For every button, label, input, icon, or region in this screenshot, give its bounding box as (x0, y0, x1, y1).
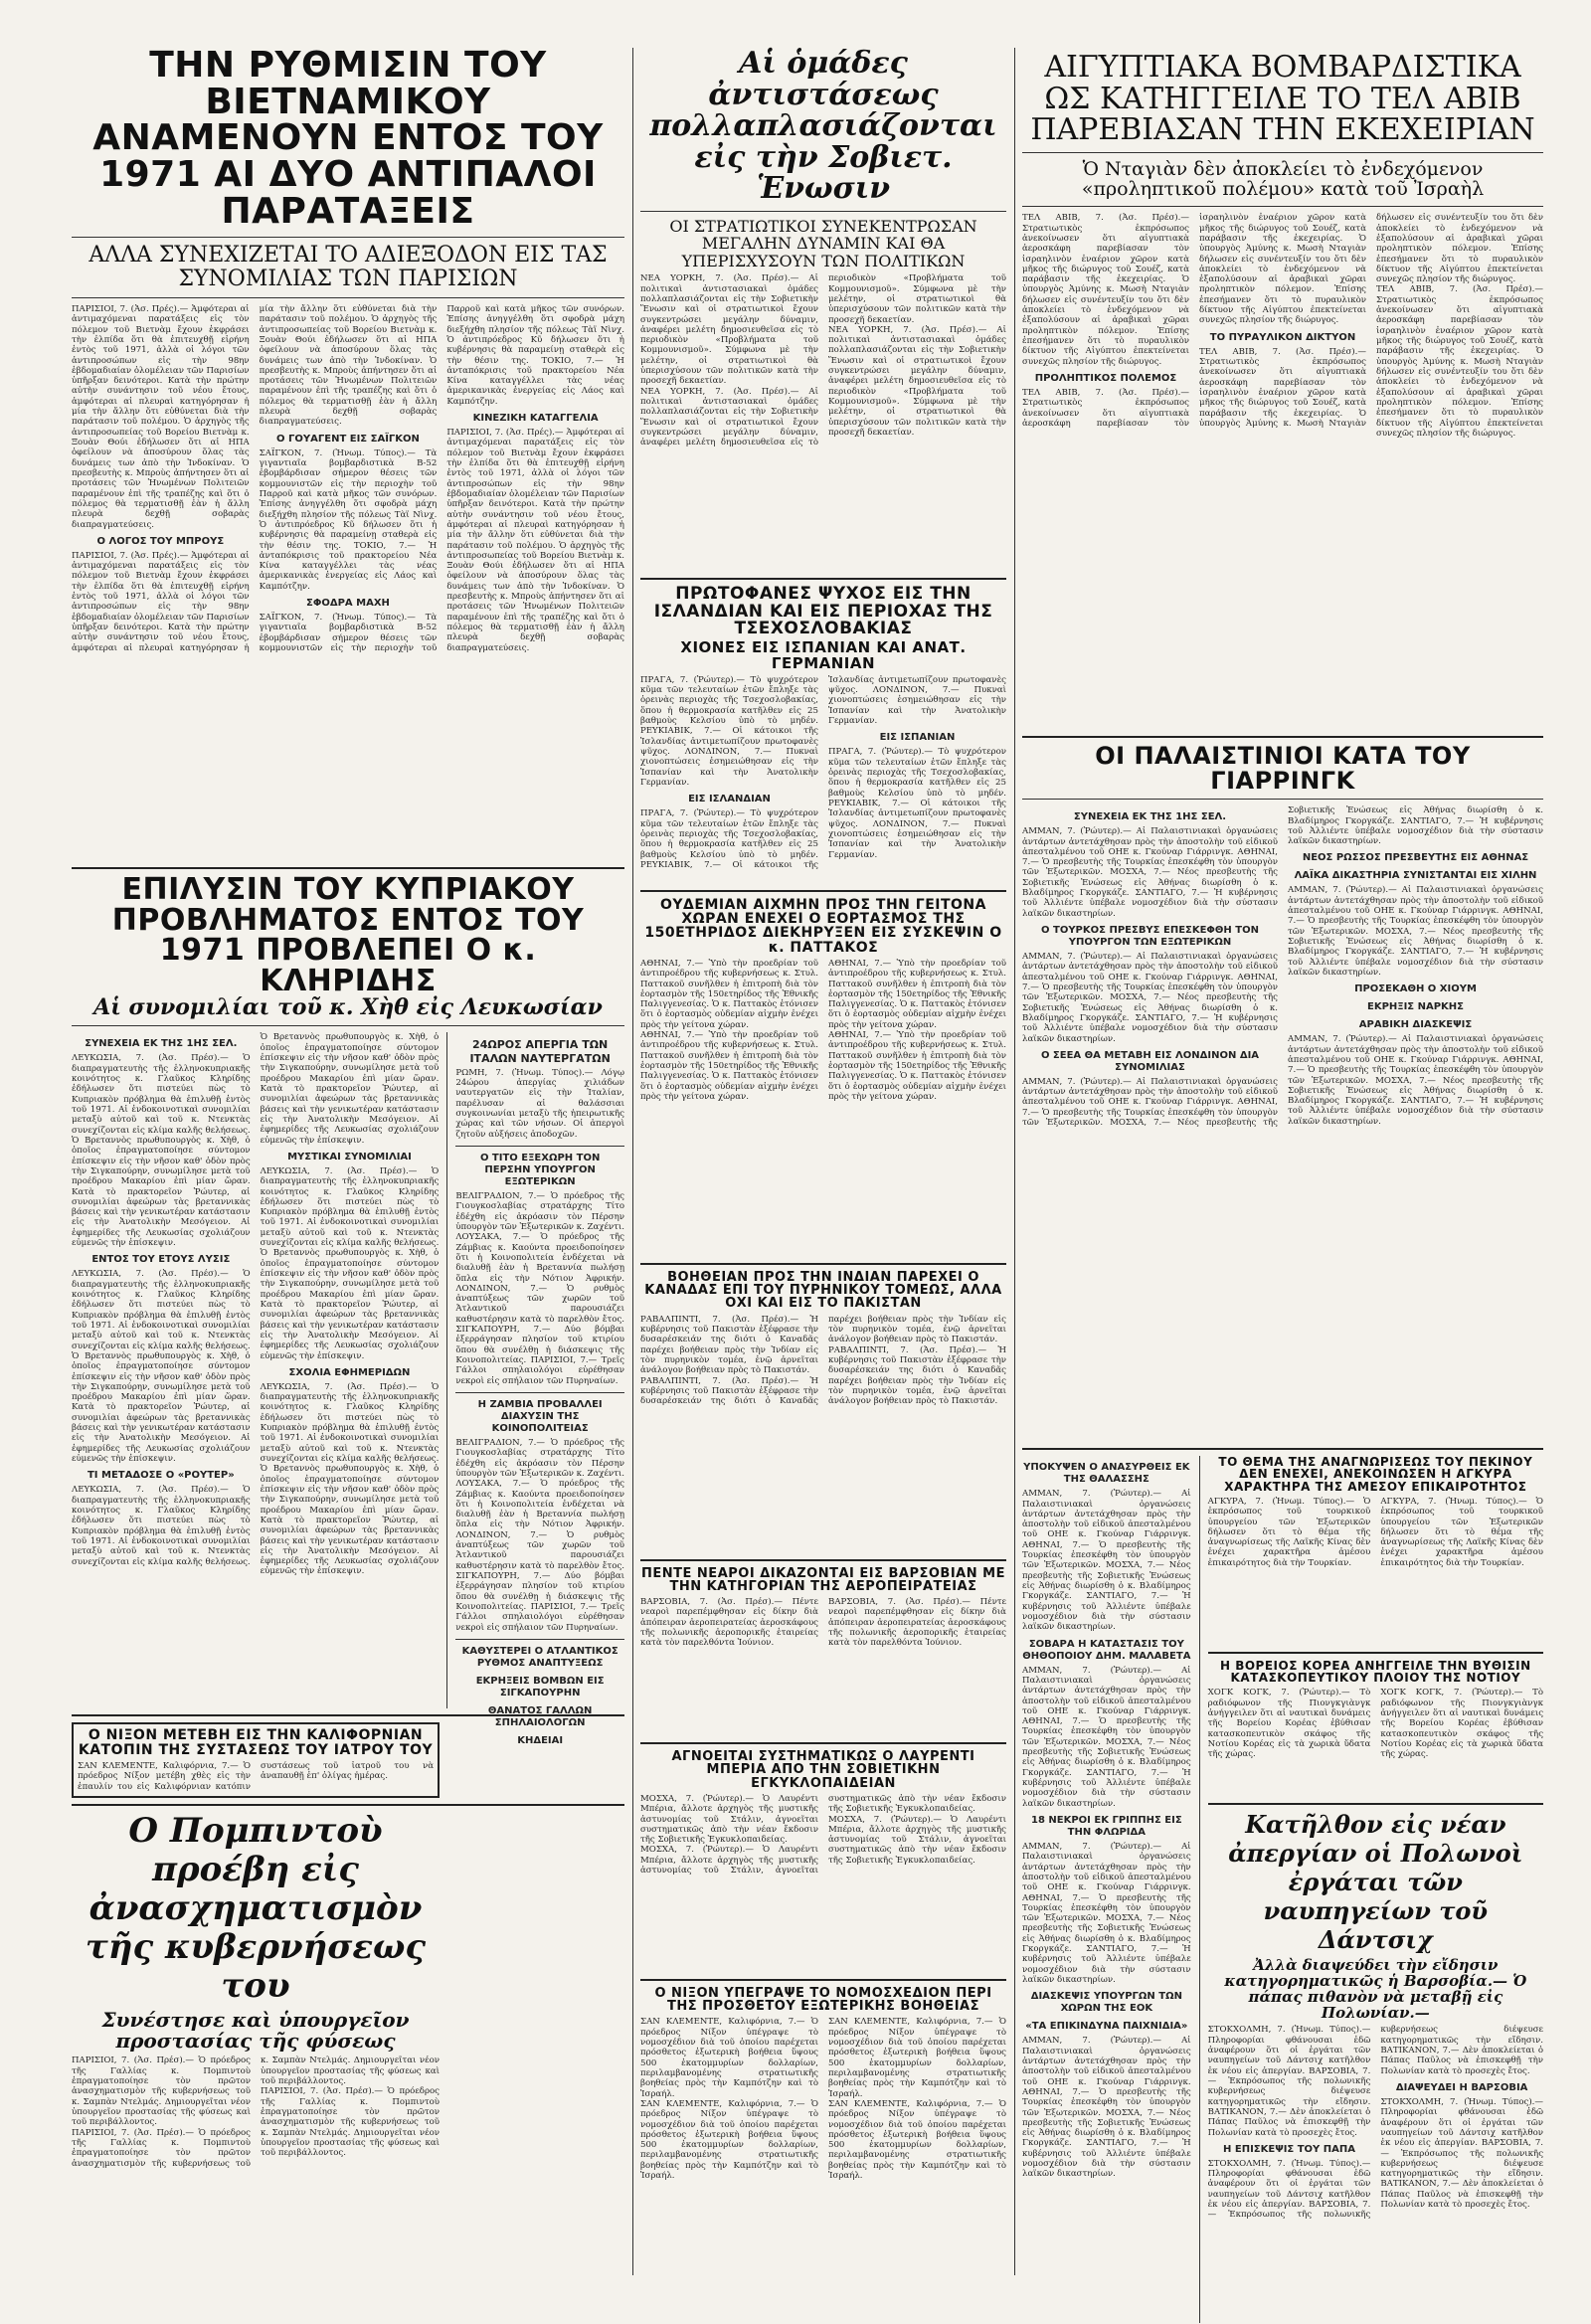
foreign-aid-headline: Ο ΝΙΞΟΝ ΥΠΕΓΡΑΨΕ ΤΟ ΝΟΜΟΣΧΕΔΙΟΝ ΠΕΡΙ ΤΗΣ ΠΡΟΣΘΕΤΟΥ ΕΞΩΤΕΡΙΚΗΣ ΒΟΗΘΕΙΑΣ (654, 1985, 992, 2015)
center-column (640, 48, 1006, 2315)
gdansk-article (1208, 2025, 1543, 2323)
kicker-mine-explosion: ΕΚΡΗΞΙΣ ΝΑΡΚΗΣ (1366, 1001, 1465, 1013)
kicker-actor: ΣΟΒΑΡΑ Η ΚΑΤΑΣΤΑΣΙΣ ΤΟΥ ΘΗΘΟΠΟΙΟΥ ΔΗΜ. ΜΑΛΑΒΕΤΑ (1022, 1638, 1191, 1662)
anniversary-text-3: ΑΘΗΝΑΙ, 7.— Ὑπὸ τὴν προεδρίαν τοῦ ἀντιπροέδρου τῆς κυβερνήσεως κ. Στυλ. Παττακοῦ συνῆλθεν ἡ ἐπιτροπὴ διὰ τὸν ἑορτασμὸν τῆς 150ετηρίδος τῆς Ἐθνικῆς Παλιγγενεσίας. Ὁ κ. Παττακὸς ἐτόνισεν ὅτι ὁ ἑορτασμὸς οὐδεμίαν αἰχμὴν ἐνέχει πρὸς τὴν γείτονα χώραν. (828, 958, 1006, 1030)
egypt-subhead: Ὁ Νταγιὰν δὲν ἀποκλείει τὸ ἐνδεχόμενον «προληπτικοῦ πολέμου» κατὰ τοῦ Ἰσραὴλ (1081, 157, 1485, 201)
kicker-battle: ΣΦΟΔΡΑ ΜΑΧΗ (306, 598, 390, 610)
pompidou-section (72, 1812, 440, 2225)
vietnam-headline: ΤΗΝ ΡΥΘΜΙΣΙΝ ΤΟΥ ΒΙΕΤΝΑΜΙΚΟΥ ΑΝΑΜΕΝΟΥΝ ΕΝΤΟΣ ΤΟΥ 1971 ΑΙ ΔΥΟ ΑΝΤΙΠΑΛΟΙ ΠΑΡΑΤΑΞΕΙΣ (92, 45, 604, 232)
right-main-lower (1208, 1456, 1543, 2323)
nixon-california-box (72, 1722, 440, 1797)
peking-headline: ΤΟ ΘΕΜΑ ΤΗΣ ΑΝΑΓΝΩΡΙΣΕΩΣ ΤΟΥ ΠΕΚΙΝΟΥ ΔΕΝ ΕΝΕΧΕΙ, ΑΝΕΚΟΙΝΩΣΕΝ Η ΑΓΚΥΡΑ ΧΑΡΑΚΤΗΡΑ ΤΗΣ ΑΜΕΣΟΥ ΕΠΙΚΑΙΡΟΤΗΤΟΣ (1218, 1455, 1533, 1494)
foreign-aid-article (640, 2017, 1006, 2315)
palestinians-text-5: ΑΜΜΑΝ, 7. (Ῥώυτερ).— Αἱ Παλαιστινιακαὶ ὀργανώσεις ἀντάρτων ἀντετάχθησαν πρὸς τὴν ἀποστολὴν τοῦ εἰδικοῦ ἀπεσταλμένου τοῦ ΟΗΕ κ. Γκούναρ Γιάρρινγκ. ΑΘΗΝΑΙ, 7.— Ὁ πρεσβευτὴς τῆς Τουρκίας ἐπεσκέφθη τὸν ὑπουργὸν τῶν Ἐξωτερικῶν. ΜΟΣΧΑ, 7.— Νέος πρεσβευτὴς τῆς Σοβιετικῆς Ἑνώσεως εἰς Ἀθήνας διωρίσθη ὁ κ. Βλαδίμηρος Γκοργκάζε. ΣΑΝΤΙΑΓΟ, 7.— Ἡ κυβέρνησις τοῦ Ἀλλιέντε ὑπέβαλε νομοσχέδιον διὰ τὴν σύστασιν λαϊκῶν δικαστηρίων. (1288, 1034, 1543, 1127)
cold-article (640, 675, 1006, 884)
kicker-within-year: ΕΝΤΟΣ ΤΟΥ ΕΤΟΥΣ ΛΥΣΙΣ (91, 1254, 231, 1266)
gdansk-text-3: ΣΤΟΚΧΟΛΜΗ, 7. (Ἡνωμ. Τύπος).— Πληροφορίαι φθάνουσαι ἐδῶ ἀναφέρουν ὅτι οἱ ἐργάται τῶν ναυπηγείων τοῦ Δάντσιχ κατῆλθον ἐκ νέου εἰς ἀπεργίαν. ΒΑΡΣΟΒΙΑ, 7.— Ἐκπρόσωπος τῆς πολωνικῆς κυβερνήσεως διέψευσε κατηγορηματικῶς τὴν εἴδησιν. ΒΑΤΙΚΑΝΟΝ, 7.— Δὲν ἀποκλείεται ὁ Πάπας Παῦλος νὰ ἐπισκεφθῇ τὴν Πολωνίαν κατὰ τὸ προσεχὲς ἔτος. (1380, 2096, 1544, 2211)
kicker-singapore-bombs: ΕΚΡΗΞΕΙΣ ΒΟΜΒΩΝ ΕΙΣ ΣΙΓΚΑΠΟΥΡΗΝ (475, 1675, 605, 1698)
right-column (1022, 48, 1543, 2323)
korea-text-2: ΧΟΓΚ ΚΟΓΚ, 7. (Ῥώυτερ).— Τὸ ραδιόφωνον τῆς Πιονγκγιὰνγκ ἀνήγγειλεν ὅτι αἱ ναυτικαὶ δυνάμεις τῆς Βορείου Κορέας ἐβύθισαν κατασκοπευτικὸν σκάφος τῆς Νοτίου Κορέας εἰς τὰ χωρικὰ ὕδατα τῆς χώρας. (1380, 1688, 1544, 1760)
kicker-new-ambassador: ΝΕΟΣ ΡΩΣΣΟΣ ΠΡΕΣΒΕΥΤΗΣ ΕΙΣ ΑΘΗΝΑΣ (1302, 852, 1529, 864)
beria-article (640, 1794, 1006, 1973)
palestinians-text-4: ΑΜΜΑΝ, 7. (Ῥώυτερ).— Αἱ Παλαιστινιακαὶ ὀργανώσεις ἀντάρτων ἀντετάχθησαν πρὸς τὴν ἀποστολὴν τοῦ εἰδικοῦ ἀπεσταλμένου τοῦ ΟΗΕ κ. Γκούναρ Γιάρρινγκ. ΑΘΗΝΑΙ, 7.— Ὁ πρεσβευτὴς τῆς Τουρκίας ἐπεσκέφθη τὸν ὑπουργὸν τῶν Ἐξωτερικῶν. ΜΟΣΧΑ, 7.— Νέος πρεσβευτὴς τῆς Σοβιετικῆς Ἑνώσεως εἰς Ἀθήνας διωρίσθη ὁ κ. Βλαδίμηρος Γκοργκάζε. ΣΑΝΤΙΑΓΟ, 7.— Ἡ κυβέρνησις τοῦ Ἀλλιέντε ὑπέβαλε νομοσχέδιον διὰ τὴν σύστασιν λαϊκῶν δικαστηρίων. (1288, 885, 1543, 978)
korea-headline: Η ΒΟΡΕΙΟΣ ΚΟΡΕΑ ΑΝΗΓΓΕΙΛΕ ΤΗΝ ΒΥΘΙΣΙΝ ΚΑΤΑΣΚΟΠΕΥΤΙΚΟΥ ΠΛΟΙΟΥ ΤΗΣ ΝΟΤΙΟΥ (1219, 1658, 1531, 1686)
palestinians-article (1022, 805, 1543, 1442)
palestinians-text-2: ΑΜΜΑΝ, 7. (Ῥώυτερ).— Αἱ Παλαιστινιακαὶ ὀργανώσεις ἀντάρτων ἀντετάχθησαν πρὸς τὴν ἀποστολὴν τοῦ εἰδικοῦ ἀπεσταλμένου τοῦ ΟΗΕ κ. Γκούναρ Γιάρρινγκ. ΑΘΗΝΑΙ, 7.— Ὁ πρεσβευτὴς τῆς Τουρκίας ἐπεσκέφθη τὸν ὑπουργὸν τῶν Ἐξωτερικῶν. ΜΟΣΧΑ, 7.— Νέος πρεσβευτὴς τῆς Σοβιετικῆς Ἑνώσεως εἰς Ἀθήνας διωρίσθη ὁ κ. Βλαδίμηρος Γκοργκάζε. ΣΑΝΤΙΑΓΟ, 7.— Ἡ κυβέρνησις τοῦ Ἀλλιέντε ὑπέβαλε νομοσχέδιον διὰ τὴν σύστασιν λαϊκῶν δικαστηρίων. (1022, 952, 1278, 1044)
peking-article (1208, 1497, 1543, 1646)
small-briefs-text-1: ΑΜΜΑΝ, 7. (Ῥώυτερ).— Αἱ Παλαιστινιακαὶ ὀργανώσεις ἀντάρτων ἀντετάχθησαν πρὸς τὴν ἀποστολὴν τοῦ εἰδικοῦ ἀπεσταλμένου τοῦ ΟΗΕ κ. Γκούναρ Γιάρρινγκ. ΑΘΗΝΑΙ, 7.— Ὁ πρεσβευτὴς τῆς Τουρκίας ἐπεσκέφθη τὸν ὑπουργὸν τῶν Ἐξωτερικῶν. ΜΟΣΧΑ, 7.— Νέος πρεσβευτὴς τῆς Σοβιετικῆς Ἑνώσεως εἰς Ἀθήνας διωρίσθη ὁ κ. Βλαδίμηρος Γκοργκάζε. ΣΑΝΤΙΑΓΟ, 7.— Ἡ κυβέρνησις τοῦ Ἀλλιέντε ὑπέβαλε νομοσχέδιον διὰ τὴν σύστασιν λαϊκῶν δικαστηρίων. (1022, 1489, 1191, 1633)
column-divider-1 (632, 48, 633, 2275)
soviet-headline: Αἱ ὁμάδες ἀντιστάσεως πολλαπλασιάζονται εἰς τὴν Σοβιετ. Ἑνωσιν (649, 46, 997, 206)
kicker-iceland: ΕΙΣ ΙΣΛΑΝΔΙΑΝ (688, 794, 771, 805)
cold-headline-2: ΧΙΟΝΕΣ ΕΙΣ ΙΣΠΑΝΙΑΝ ΚΑΙ ΑΝΑΤ. ΓΕΡΜΑΝΙΑΝ (680, 638, 967, 672)
kicker-chile-courts: ΛΑΪΚΑ ΔΙΚΑΣΤΗΡΙΑ ΣΥΝΙΣΤΑΝΤΑΙ ΕΙΣ ΧΙΛΗΝ (1294, 870, 1537, 882)
kicker-warsaw-denies: ΔΙΑΨΕΥΔΕΙ Η ΒΑΡΣΟΒΙΑ (1395, 2081, 1528, 2093)
egypt-text-4: ΤΕΛ ΑΒΙΒ, 7. (Ἀσ. Πρέσ).— Στρατιωτικὸς ἐκπρόσωπος ἀνεκοίνωσεν ὅτι αἰγυπτιακὰ ἀεροσκάφη παρεβίασαν τὸν ἰσραηλινὸν ἐναέριον χῶρον κατὰ μῆκος τῆς διώρυγος τοῦ Σουέζ, κατὰ παράβασιν τῆς ἐκεχειρίας. Ὁ ὑπουργὸς Ἀμύνης κ. Μωσὴ Νταγιὰν δήλωσεν εἰς συνέντευξίν του ὅτι δὲν ἀποκλείει τὸ ἐνδεχόμενον νὰ ἐξαπολύσουν αἱ ἀραβικαὶ χῶραι προληπτικὸν πόλεμον. Ἐπίσης ἐπεσήμανεν ὅτι τὸ πυραυλικὸν δίκτυον τῆς Αἰγύπτου ἐπεκτείνεται συνεχῶς πλησίον τῆς διώρυγος. (1376, 284, 1543, 439)
kicker-spain: ΕΙΣ ΙΣΠΑΝΙΑΝ (879, 732, 956, 744)
briefs-text-2: ΒΕΛΙΓΡΑΔΙΟΝ, 7.— Ὁ πρόεδρος τῆς Γιουγκοσλαβίας στρατάρχης Τίτο ἐδέχθη εἰς ἀκρόασιν τὸν Πέρσην ὑπουργὸν τῶν Ἐξωτερικῶν κ. Ζαχέντι. ΛΟΥΣΑΚΑ, 7.— Ὁ πρόεδρος τῆς Ζάμβιας κ. Καούντα προειδοποίησεν ὅτι ἡ Κοινοπολιτεία ἐνδέχεται νὰ διαλυθῇ ἐὰν ἡ Βρεταννία πωλήσῃ ὅπλα εἰς τὴν Νότιον Ἀφρικήν. ΛΟΝΔΙΝΟΝ, 7.— Ὁ ρυθμὸς ἀναπτύξεως τῶν χωρῶν τοῦ Ἀτλαντικοῦ παρουσιάζει καθυστέρησιν κατὰ τὸ παρελθὸν ἔτος. ΣΙΓΚΑΠΟΥΡΗ, 7.— Δύο βόμβαι ἐξερράγησαν πλησίον τοῦ κτιρίου ὅπου θὰ συνέλθῃ ἡ διάσκεψις τῆς Κοινοπολιτείας. ΠΑΡΙΣΙΟΙ, 7.— Τρεῖς Γάλλοι σπηλαιολόγοι εὑρέθησαν νεκροὶ εἰς σπήλαιον τῶν Πυρηναίων. (455, 1437, 625, 1633)
palestinians-text-1: ΑΜΜΑΝ, 7. (Ῥώυτερ).— Αἱ Παλαιστινιακαὶ ὀργανώσεις ἀντάρτων ἀντετάχθησαν πρὸς τὴν ἀποστολὴν τοῦ εἰδικοῦ ἀπεσταλμένου τοῦ ΟΗΕ κ. Γκούναρ Γιάρρινγκ. ΑΘΗΝΑΙ, 7.— Ὁ πρεσβευτὴς τῆς Τουρκίας ἐπεσκέφθη τὸν ὑπουργὸν τῶν Ἐξωτερικῶν. ΜΟΣΧΑ, 7.— Νέος πρεσβευτὴς τῆς Σοβιετικῆς Ἑνώσεως εἰς Ἀθήνας διωρίσθη ὁ κ. Βλαδίμηρος Γκοργκάζε. ΣΑΝΤΙΑΓΟ, 7.— Ἡ κυβέρνησις τοῦ Ἀλλιέντε ὑπέβαλε νομοσχέδιον διὰ τὴν σύστασιν λαϊκῶν δικαστηρίων. (1022, 826, 1278, 919)
kicker-atlantic: ΚΑΘΥΣΤΕΡΕΙ Ο ΑΤΛΑΝΤΙΚΟΣ ΡΥΘΜΟΣ ΑΝΑΠΤΥΞΕΩΣ (461, 1645, 619, 1669)
vietnam-text-2: ΣΑΪΓΚΟΝ, 7. (Ἡνωμ. Τύπος).— Τὰ γιγαντιαῖα βομβαρδιστικὰ Β-52 ἐβομβάρδισαν σήμερον θέσεις τῶν κομμουνιστῶν εἰς τὴν περιοχὴν τοῦ Παρροῦ καὶ κατὰ μῆκος τῶν συνόρων. Ἐπίσης ἀνηγγέλθη ὅτι σφοδρὰ μάχη διεξήχθη πλησίον τῆς πόλεως Τὰϊ Νὶνχ. Ὁ ἀντιπρόεδρος Κῦ δήλωσεν ὅτι ἡ κυβέρνησις θὰ παραμείνῃ σταθερὰ εἰς τὴν θέσιν της. ΤΟΚΙΟ, 7.— Ἡ ἀνταπόκρισις τοῦ πρακτορείου Νέα Κίνα καταγγέλλει τὰς νέας ἀμερικανικὰς ἐνεργείας εἰς Λάος καὶ Καμπότζην. (259, 447, 438, 592)
kicker-secret-talks: ΜΥΣΤΙΚΑΙ ΣΥΝΟΜΙΛΙΑΙ (287, 1151, 412, 1162)
cyprus-headline: ΕΠΙΛΥΣΙΝ ΤΟΥ ΚΥΠΡΙΑΚΟΥ ΠΡΟΒΛΗΜΑΤΟΣ ΕΝΤΟΣ ΤΟΥ 1971 ΠΡΟΒΛΕΠΕΙ Ο κ. ΚΛΗΡΙΔΗΣ (111, 871, 585, 998)
italian-strike-text: ΡΩΜΗ, 7. (Ἡνωμ. Τύπος).— Λόγῳ 24ώρου ἀπεργίας χιλιάδων ναυτεργατῶν εἰς τὴν Ἰταλίαν, παρέλυσαν αἱ θαλάσσιαι συγκοινωνίαι μεταξὺ τῆς ἠπειρωτικῆς χώρας καὶ τῶν νήσων. Οἱ ἀπεργοὶ ζητοῦν αὐξήσεις ἀποδοχῶν. (455, 1067, 624, 1140)
kicker-preventive-war: ΠΡΟΛΗΠΤΙΚΟΣ ΠΟΛΕΜΟΣ (1034, 372, 1177, 384)
kicker-rescued: ΥΠΟΚΥΨΕΝ Ο ΑΝΑΣΥΡΘΕΙΣ ΕΚ ΤΗΣ ΘΑΛΑΣΣΗΣ (1023, 1462, 1190, 1486)
canada-headline: ΒΟΗΘΕΙΑΝ ΠΡΟΣ ΤΗΝ ΙΝΔΙΑΝ ΠΑΡΕΧΕΙ Ο ΚΑΝΑΔΑΣ ΕΠΙ ΤΟΥ ΠΥΡΗΝΙΚΟΥ ΤΟΜΕΩΣ, ΑΛΛΑ ΟΧΙ ΚΑΙ ΕΙΣ ΤΟ ΠΑΚΙΣΤΑΝ (644, 1269, 1002, 1312)
pompidou-headline: Ο Πομπιντοὺ προέβη εἰς ἀνασχηματισμὸν τῆς κυβερνήσεως του (85, 1810, 427, 2007)
kicker-tito: Ο ΤΙΤΟ ΕΞΕΧΩΡΗ ΤΟΝ ΠΕΡΣΗΝ ΥΠΟΥΡΓΟΝ ΕΞΩΤΕΡΙΚΩΝ (479, 1153, 601, 1187)
warsaw-article (640, 1597, 1006, 1736)
kicker-flu: 18 ΝΕΚΡΟΙ ΕΚ ΓΡΙΠΠΗΣ ΕΙΣ ΤΗΝ ΦΛΩΡΙΔΑ (1031, 1814, 1182, 1838)
pompidou-text-1: ΠΑΡΙΣΙΟΙ, 7. (Ἀσ. Πρέσ).— Ὁ πρόεδρος τῆς Γαλλίας κ. Πομπιντοὺ ἐπραγματοποίησε τὸν πρῶτον ἀνασχηματισμὸν τῆς κυβερνήσεως τοῦ κ. Σαμπὰν Ντελμάς. Δημιουργεῖται νέον ὑπουργεῖον προστασίας τῆς φύσεως καὶ τοῦ περιβάλλοντος. (72, 2056, 251, 2128)
anniversary-headline: ΟΥΔΕΜΙΑΝ ΑΙΧΜΗΝ ΠΡΟΣ ΤΗΝ ΓΕΙΤΟΝΑ ΧΩΡΑΝ ΕΝΕΧΕΙ Ο ΕΟΡΤΑΣΜΟΣ ΤΗΣ 150ΕΤΗΡΙΔΟΣ ΔΙΕΚΗΡΥΞΕΝ ΕΙΣ ΣΥΣΚΕΨΙΝ Ο κ. ΠΑΤΤΑΚΟΣ (644, 896, 1002, 956)
korea-text-1: ΧΟΓΚ ΚΟΓΚ, 7. (Ῥώυτερ).— Τὸ ραδιόφωνον τῆς Πιονγκγιὰνγκ ἀνήγγειλεν ὅτι αἱ ναυτικαὶ δυνάμεις τῆς Βορείου Κορέας ἐβύθισαν κατασκοπευτικὸν σκάφος τῆς Νοτίου Κορέας εἰς τὰ χωρικὰ ὕδατα τῆς χώρας. (1207, 1688, 1371, 1760)
kicker-reuter: ΤΙ ΜΕΤΑΔΟΣΕ Ο «ΡΟΥΤΕΡ» (87, 1470, 235, 1482)
anniversary-text-1: ΑΘΗΝΑΙ, 7.— Ὑπὸ τὴν προεδρίαν τοῦ ἀντιπροέδρου τῆς κυβερνήσεως κ. Στυλ. Παττακοῦ συνῆλθεν ἡ ἐπιτροπὴ διὰ τὸν ἑορτασμὸν τῆς 150ετηρίδος τῆς Ἐθνικῆς Παλιγγενεσίας. Ὁ κ. Παττακὸς ἐτόνισεν ὅτι ὁ ἑορτασμὸς οὐδεμίαν αἰχμὴν ἐνέχει πρὸς τὴν γείτονα χώραν. (640, 958, 818, 1030)
egypt-text-3: ΤΕΛ ΑΒΙΒ, 7. (Ἀσ. Πρέσ).— Στρατιωτικὸς ἐκπρόσωπος ἀνεκοίνωσεν ὅτι αἰγυπτιακὰ ἀεροσκάφη παρεβίασαν τὸν ἰσραηλινὸν ἐναέριον χῶρον κατὰ μῆκος τῆς διώρυγος τοῦ Σουέζ, κατὰ παράβασιν τῆς ἐκεχειρίας. Ὁ ὑπουργὸς Ἀμύνης κ. Μωσὴ Νταγιὰν δήλωσεν εἰς συνέντευξίν του ὅτι δὲν ἀποκλείει τὸ ἐνδεχόμενον νὰ ἐξαπολύσουν αἱ ἀραβικαὶ χῶραι προληπτικὸν πόλεμον. Ἐπίσης ἐπεσήμανεν ὅτι τὸ πυραυλικὸν δίκτυον τῆς Αἰγύπτου ἐπεκτείνεται συνεχῶς πλησίον τῆς διώρυγος. (1199, 213, 1543, 429)
canada-text-2: ΡΑΒΑΛΠΙΝΤΙ, 7. (Ἀσ. Πρέσ).— Ἡ κυβέρνησις τοῦ Πακιστὰν ἐξέφρασε τὴν δυσαρέσκειάν της διότι ὁ Καναδᾶς παρέχει βοήθειαν πρὸς τὴν Ἰνδίαν εἰς τὸν πυρηνικὸν τομέα, ἐνῷ ἀρνεῖται ἀνάλογον βοήθειαν πρὸς τὸ Πακιστάν. (640, 1314, 1006, 1407)
kicker-chinese: ΚΙΝΕΖΙΚΗ ΚΑΤΑΓΓΕΛΙΑ (472, 413, 599, 425)
peking-text-2: ΑΓΚΥΡΑ, 7. (Ἡνωμ. Τύπος).— Ὁ ἐκπρόσωπος τοῦ τουρκικοῦ ὑπουργείου τῶν Ἐξωτερικῶν δήλωσεν ὅτι τὸ θέμα τῆς ἀναγνωρίσεως τῆς Λαϊκῆς Κίνας δὲν ἐνέχει χαρακτῆρα ἀμέσου ἐπικαιρότητος διὰ τὴν Τουρκίαν. (1380, 1496, 1544, 1568)
cyprus-text-3: ΛΕΥΚΩΣΙΑ, 7. (Ἀσ. Πρέσ).— Ὁ διαπραγματευτὴς τῆς ἑλληνοκυπριακῆς κοινότητος κ. Γλαῦκος Κληρίδης ἐδήλωσεν ὅτι πιστεύει πὼς τὸ Κυπριακὸν πρόβλημα θὰ ἐπιλυθῇ ἐντὸς τοῦ 1971. Αἱ ἐνδοκοινοτικαὶ συνομιλίαι μεταξὺ αὐτοῦ καὶ τοῦ κ. Ντενκτὰς συνεχίζονται εἰς κλίμα καλῆς θελήσεως. Ὁ Βρεταννὸς πρωθυπουργὸς κ. Χὴθ, ὁ ὁποῖος ἐπραγματοποίησε σύντομον ἐπίσκεψιν εἰς τὴν νῆσον καθ' ὁδὸν πρὸς τὴν Σιγκαπούρην, συνωμίλησε μετὰ τοῦ προέδρου Μακαρίου ἐπὶ μίαν ὥραν. Κατὰ τὸ πρακτορεῖον Ῥώυτερ, αἱ συνομιλίαι ἀφεώρων τὰς βρεταννικὰς βάσεις καὶ τὴν γενικωτέραν κατάστασιν εἰς τὴν Ἀνατολικὴν Μεσόγειον. Αἱ ἐφημερίδες τῆς Λευκωσίας σχολιάζουν εὐμενῶς τὴν ἐπίσκεψιν. (72, 1032, 440, 1567)
vietnam-text-2b: ΣΑΪΓΚΟΝ, 7. (Ἡνωμ. Τύπος).— Τὰ γιγαντιαῖα βομβαρδιστικὰ Β-52 ἐβομβάρδισαν σήμερον θέσεις τῶν κομμουνιστῶν εἰς τὴν περιοχὴν τοῦ Παρροῦ καὶ κατὰ μῆκος τῶν συνόρων. Ἐπίσης ἀνηγγέλθη ὅτι σφοδρὰ μάχη διεξήχθη πλησίον τῆς πόλεως Τὰϊ Νὶνχ. Ὁ ἀντιπρόεδρος Κῦ δήλωσεν ὅτι ἡ κυβέρνησις θὰ παραμείνῃ σταθερὰ εἰς τὴν θέσιν της. ΤΟΚΙΟ, 7.— Ἡ ἀνταπόκρισις τοῦ πρακτορείου Νέα Κίνα καταγγέλλει τὰς νέας ἀμερικανικὰς ἐνεργείας εἰς Λάος καὶ Καμπότζην. (259, 303, 624, 654)
soviet-text-2: ΝΕΑ ΥΟΡΚΗ, 7. (Ἀσ. Πρέσ).— Αἱ πολιτικαὶ ἀντιστασιακαὶ ὁμάδες πολλαπλασιάζονται εἰς τὴν Σοβιετικὴν Ἕνωσιν καὶ οἱ στρατιωτικοὶ ἔχουν συγκεντρώσει μεγάλην δύναμιν, ἀναφέρει μελέτη δημοσιευθεῖσα εἰς τὸ περιοδικὸν «Προβλήματα τοῦ Κομμουνισμοῦ». Σύμφωνα μὲ τὴν μελέτην, οἱ στρατιωτικοὶ θὰ ὑπερισχύσουν τῶν πολιτικῶν κατὰ τὴν προσεχῆ δεκαετίαν. (640, 273, 1006, 448)
anniversary-text-4: ΑΘΗΝΑΙ, 7.— Ὑπὸ τὴν προεδρίαν τοῦ ἀντιπροέδρου τῆς κυβερνήσεως κ. Στυλ. Παττακοῦ συνῆλθεν ἡ ἐπιτροπὴ διὰ τὸν ἑορτασμὸν τῆς 150ετηρίδος τῆς Ἐθνικῆς Παλιγγενεσίας. Ὁ κ. Παττακὸς ἐτόνισεν ὅτι ὁ ἑορτασμὸς οὐδεμίαν αἰχμὴν ἐνέχει πρὸς τὴν γείτονα χώραν. (828, 1030, 1006, 1102)
briefs-column (455, 1032, 625, 1746)
kicker-toys: «ΤΑ ΕΠΙΚΙΝΔΥΝΑ ΠΑΙΧΝΙΔΙΑ» (1025, 2021, 1188, 2033)
kicker-arab-conference: ΑΡΑΒΙΚΗ ΔΙΑΣΚΕΨΙΣ (1358, 1019, 1473, 1031)
pompidou-subhead: Συνέστησε καὶ ὑπουργεῖον προστασίας τῆς φύσεως (101, 2008, 410, 2054)
warsaw-text-2: ΒΑΡΣΟΒΙΑ, 7. (Ἀσ. Πρέσ).— Πέντε νεαροὶ παρεπέμφθησαν εἰς δίκην διὰ ἀπόπειραν ἀεροπειρατείας ἀεροσκάφους τῆς πολωνικῆς ἀεροπορικῆς ἑταιρείας κατὰ τὸν παρελθόντα Ἰούνιον. (828, 1597, 1006, 1649)
pompidou-text-2: ΠΑΡΙΣΙΟΙ, 7. (Ἀσ. Πρέσ).— Ὁ πρόεδρος τῆς Γαλλίας κ. Πομπιντοὺ ἐπραγματοποίησε τὸν πρῶτον ἀνασχηματισμὸν τῆς κυβερνήσεως τοῦ κ. Σαμπὰν Ντελμάς. Δημιουργεῖται νέον ὑπουργεῖον προστασίας τῆς φύσεως καὶ τοῦ περιβάλλοντος. (72, 2056, 440, 2169)
kicker-pope-visit: Η ΕΠΙΣΚΕΨΙΣ ΤΟΥ ΠΑΠΑ (1223, 2143, 1355, 2155)
cold-text-3: ΠΡΑΓΑ, 7. (Ῥώυτερ).— Τὸ ψυχρότερον κῦμα τῶν τελευταίων ἐτῶν ἔπληξε τὰς ὀρεινὰς περιοχὰς τῆς Τσεχοσλοβακίας, ὅπου ἡ θερμοκρασία κατῆλθεν εἰς 25 βαθμοὺς Κελσίου ὑπὸ τὸ μηδέν. ΡΕΥΚΙΑΒΙΚ, 7.— Οἱ κάτοικοι τῆς Ἰσλανδίας ἀντιμετωπίζουν πρωτοφανὲς ψῦχος. ΛΟΝΔΙΝΟΝ, 7.— Πυκναὶ χιονοπτώσεις ἐσημειώθησαν εἰς τὴν Ἱσπανίαν καὶ τὴν Ἀνατολικὴν Γερμανίαν. (828, 747, 1006, 860)
kicker-wayand: Ο ΓΟΥΑΓΕΝΤ ΕΙΣ ΣΑΪΓΚΟΝ (276, 433, 420, 445)
kicker-continued: ΣΥΝΕΧΕΙΑ ΕΚ ΤΗΣ 1ΗΣ ΣΕΛ. (85, 1038, 238, 1050)
palestinians-headline: ΟΙ ΠΑΛΑΙΣΤΙΝΙΟΙ ΚΑΤΑ ΤΟΥ ΓΙΑΡΡΙΝΓΚ (1095, 742, 1471, 795)
egypt-text-2: ΤΕΛ ΑΒΙΒ, 7. (Ἀσ. Πρέσ).— Στρατιωτικὸς ἐκπρόσωπος ἀνεκοίνωσεν ὅτι αἰγυπτιακὰ ἀεροσκάφη παρεβίασαν τὸν ἰσραηλινὸν ἐναέριον χῶρον κατὰ μῆκος τῆς διώρυγος τοῦ Σουέζ, κατὰ παράβασιν τῆς ἐκεχειρίας. Ὁ ὑπουργὸς Ἀμύνης κ. Μωσὴ Νταγιὰν δήλωσεν εἰς συνέντευξίν του ὅτι δὲν ἀποκλείει τὸ ἐνδεχόμενον νὰ ἐξαπολύσουν αἱ ἀραβικαὶ χῶραι προληπτικὸν πόλεμον. Ἐπίσης ἐπεσήμανεν ὅτι τὸ πυραυλικὸν δίκτυον τῆς Αἰγύπτου ἐπεκτείνεται συνεχῶς πλησίον τῆς διώρυγος. (1022, 213, 1366, 429)
kicker-press-comments: ΣΧΟΛΙΑ ΕΦΗΜΕΡΙΔΩΝ (288, 1366, 411, 1378)
left-column (72, 45, 625, 2225)
soviet-article (640, 273, 1006, 572)
cyprus-text-2: ΛΕΥΚΩΣΙΑ, 7. (Ἀσ. Πρέσ).— Ὁ διαπραγματευτὴς τῆς ἑλληνοκυπριακῆς κοινότητος κ. Γλαῦκος Κληρίδης ἐδήλωσεν ὅτι πιστεύει πὼς τὸ Κυπριακὸν πρόβλημα θὰ ἐπιλυθῇ ἐντὸς τοῦ 1971. Αἱ ἐνδοκοινοτικαὶ συνομιλίαι μεταξὺ αὐτοῦ καὶ τοῦ κ. Ντενκτὰς συνεχίζονται εἰς κλίμα καλῆς θελήσεως. Ὁ Βρεταννὸς πρωθυπουργὸς κ. Χὴθ, ὁ ὁποῖος ἐπραγματοποίησε σύντομον ἐπίσκεψιν εἰς τὴν νῆσον καθ' ὁδὸν πρὸς τὴν Σιγκαπούρην, συνωμίλησε μετὰ τοῦ προέδρου Μακαρίου ἐπὶ μίαν ὥραν. Κατὰ τὸ πρακτορεῖον Ῥώυτερ, αἱ συνομιλίαι ἀφεώρων τὰς βρεταννικὰς βάσεις καὶ τὴν γενικωτέραν κατάστασιν εἰς τὴν Ἀνατολικὴν Μεσόγειον. Αἱ ἐφημερίδες τῆς Λευκωσίας σχολιάζουν εὐμενῶς τὴν ἐπίσκεψιν. (72, 1269, 251, 1464)
cyprus-text-1: ΛΕΥΚΩΣΙΑ, 7. (Ἀσ. Πρέσ).— Ὁ διαπραγματευτὴς τῆς ἑλληνοκυπριακῆς κοινότητος κ. Γλαῦκος Κληρίδης ἐδήλωσεν ὅτι πιστεύει πὼς τὸ Κυπριακὸν πρόβλημα θὰ ἐπιλυθῇ ἐντὸς τοῦ 1971. Αἱ ἐνδοκοινοτικαὶ συνομιλίαι μεταξὺ αὐτοῦ καὶ τοῦ κ. Ντενκτὰς συνεχίζονται εἰς κλίμα καλῆς θελήσεως. Ὁ Βρεταννὸς πρωθυπουργὸς κ. Χὴθ, ὁ ὁποῖος ἐπραγματοποίησε σύντομον ἐπίσκεψιν εἰς τὴν νῆσον καθ' ὁδὸν πρὸς τὴν Σιγκαπούρην, συνωμίλησε μετὰ τοῦ προέδρου Μακαρίου ἐπὶ μίαν ὥραν. Κατὰ τὸ πρακτορεῖον Ῥώυτερ, αἱ συνομιλίαι ἀφεώρων τὰς βρεταννικὰς βάσεις καὶ τὴν γενικωτέραν κατάστασιν εἰς τὴν Ἀνατολικὴν Μεσόγειον. Αἱ ἐφημερίδες τῆς Λευκωσίας σχολιάζουν εὐμενῶς τὴν ἐπίσκεψιν. (72, 1053, 251, 1249)
warsaw-text-1: ΒΑΡΣΟΒΙΑ, 7. (Ἀσ. Πρέσ).— Πέντε νεαροὶ παρεπέμφθησαν εἰς δίκην διὰ ἀπόπειραν ἀεροπειρατείας ἀεροσκάφους τῆς πολωνικῆς ἀεροπορικῆς ἑταιρείας κατὰ τὸν παρελθόντα Ἰούνιον. (640, 1597, 818, 1649)
soviet-text-1: ΝΕΑ ΥΟΡΚΗ, 7. (Ἀσ. Πρέσ).— Αἱ πολιτικαὶ ἀντιστασιακαὶ ὁμάδες πολλαπλασιάζονται εἰς τὴν Σοβιετικὴν Ἕνωσιν καὶ οἱ στρατιωτικοὶ ἔχουν συγκεντρώσει μεγάλην δύναμιν, ἀναφέρει μελέτη δημοσιευθεῖσα εἰς τὸ περιοδικὸν «Προβλήματα τοῦ Κομμουνισμοῦ». Σύμφωνα μὲ τὴν μελέτην, οἱ στρατιωτικοὶ θὰ ὑπερισχύσουν τῶν πολιτικῶν κατὰ τὴν προσεχῆ δεκαετίαν. (640, 273, 818, 387)
beria-text-1: ΜΟΣΧΑ, 7. (Ῥώυτερ).— Ὁ Λαυρέντι Μπέρια, ἄλλοτε ἀρχηγὸς τῆς μυστικῆς ἀστυνομίας τοῦ Στάλιν, ἀγνοεῖται συστηματικῶς ἀπὸ τὴν νέαν ἔκδοσιν τῆς Σοβιετικῆς Ἐγκυκλοπαιδείας. (640, 1793, 818, 1846)
vietnam-subhead: ΑΛΛΑ ΣΥΝΕΧΙΖΕΤΑΙ ΤΟ ΑΔΙΕΞΟΔΟΝ ΕΙΣ ΤΑΣ ΣΥΝΟΜΙΛΙΑΣ ΤΩΝ ΠΑΡΙΣΙΩΝ (88, 242, 608, 291)
canada-article (640, 1315, 1006, 1553)
kicker-london-talks: Ο ΣΕΕΑ ΘΑ ΜΕΤΑΒΗ ΕΙΣ ΛΟΝΔΙΝΟΝ ΔΙΑ ΣΥΝΟΜΙΛΙΑΣ (1040, 1049, 1260, 1073)
kicker-cavers: ΘΑΝΑΤΟΣ ΓΑΛΛΩΝ ΣΠΗΛΑΙΟΛΟΓΩΝ (487, 1704, 593, 1728)
column-divider-2 (1014, 48, 1015, 2275)
kicker-funerals: ΚΗΔΕΙΑΙ (517, 1734, 564, 1746)
kicker-bruce: Ο ΛΟΓΟΣ ΤΟΥ ΜΠΡΟΥΣ (96, 535, 225, 547)
cyprus-text-5: ΛΕΥΚΩΣΙΑ, 7. (Ἀσ. Πρέσ).— Ὁ διαπραγματευτὴς τῆς ἑλληνοκυπριακῆς κοινότητος κ. Γλαῦκος Κληρίδης ἐδήλωσεν ὅτι πιστεύει πὼς τὸ Κυπριακὸν πρόβλημα θὰ ἐπιλυθῇ ἐντὸς τοῦ 1971. Αἱ ἐνδοκοινοτικαὶ συνομιλίαι μεταξὺ αὐτοῦ καὶ τοῦ κ. Ντενκτὰς συνεχίζονται εἰς κλίμα καλῆς θελήσεως. Ὁ Βρεταννὸς πρωθυπουργὸς κ. Χὴθ, ὁ ὁποῖος ἐπραγματοποίησε σύντομον ἐπίσκεψιν εἰς τὴν νῆσον καθ' ὁδὸν πρὸς τὴν Σιγκαπούρην, συνωμίλησε μετὰ τοῦ προέδρου Μακαρίου ἐπὶ μίαν ὥραν. Κατὰ τὸ πρακτορεῖον Ῥώυτερ, αἱ συνομιλίαι ἀφεώρων τὰς βρεταννικὰς βάσεις καὶ τὴν γενικωτέραν κατάστασιν εἰς τὴν Ἀνατολικὴν Μεσόγειον. Αἱ ἐφημερίδες τῆς Λευκωσίας σχολιάζουν εὐμενῶς τὴν ἐπίσκεψιν. (260, 1381, 440, 1577)
cold-text-2: ΠΡΑΓΑ, 7. (Ῥώυτερ).— Τὸ ψυχρότερον κῦμα τῶν τελευταίων ἐτῶν ἔπληξε τὰς ὀρεινὰς περιοχὰς τῆς Τσεχοσλοβακίας, ὅπου ἡ θερμοκρασία κατῆλθεν εἰς 25 βαθμοὺς Κελσίου ὑπὸ τὸ μηδέν. ΡΕΥΚΙΑΒΙΚ, 7.— Οἱ κάτοικοι τῆς Ἰσλανδίας ἀντιμετωπίζουν πρωτοφανὲς ψῦχος. ΛΟΝΔΙΝΟΝ, 7.— Πυκναὶ χιονοπτώσεις ἐσημειώθησαν εἰς τὴν Ἱσπανίαν καὶ τὴν Ἀνατολικὴν Γερμανίαν. (640, 674, 1006, 870)
gdansk-headline: Κατῆλθον εἰς νέαν ἀπεργίαν οἱ Πολωνοὶ ἐργάται τῶν ναυπηγείων τοῦ Δάντσιχ (1228, 1810, 1523, 1954)
pompidou-text-3: ΠΑΡΙΣΙΟΙ, 7. (Ἀσ. Πρέσ).— Ὁ πρόεδρος τῆς Γαλλίας κ. Πομπιντοὺ ἐπραγματοποίησε τὸν πρῶτον ἀνασχηματισμὸν τῆς κυβερνήσεως τοῦ κ. Σαμπὰν Ντελμάς. Δημιουργεῖται νέον ὑπουργεῖον προστασίας τῆς φύσεως καὶ τοῦ περιβάλλοντος. (261, 2086, 440, 2159)
foreign-aid-text-3: ΣΑΝ ΚΛΕΜΕΝΤΕ, Καλιφόρνια, 7.— Ὁ πρόεδρος Νίξον ὑπέγραψε τὸ νομοσχέδιον διὰ τοῦ ὁποίου παρέχεται πρόσθετος ἐξωτερικὴ βοήθεια ὕψους 500 ἑκατομμυρίων δολλαρίων, περιλαμβανομένης στρατιωτικῆς βοηθείας πρὸς τὴν Καμπότζην καὶ τὸ Ἰσραήλ. (828, 2017, 1006, 2099)
cyprus-subhead: Αἱ συνομιλίαι τοῦ κ. Χὴθ εἰς Λευκωσίαν (93, 994, 603, 1021)
nixon-california-text: ΣΑΝ ΚΛΕΜΕΝΤΕ, Καλιφόρνια, 7.— Ὁ πρόεδρος Νίξον μετέβη χθὲς εἰς τὴν ἐπαυλίν του εἰς Καλιφόρνιαν κατόπιν συστάσεως τοῦ ἰατροῦ του νὰ ἀναπαυθῇ ἐπ' ὀλίγας ἡμέρας. (78, 1760, 434, 1792)
foreign-aid-text-2: ΣΑΝ ΚΛΕΜΕΝΤΕ, Καλιφόρνια, 7.— Ὁ πρόεδρος Νίξον ὑπέγραψε τὸ νομοσχέδιον διὰ τοῦ ὁποίου παρέχεται πρόσθετος ἐξωτερικὴ βοήθεια ὕψους 500 ἑκατομμυρίων δολλαρίων, περιλαμβανομένης στρατιωτικῆς βοηθείας πρὸς τὴν Καμπότζην καὶ τὸ Ἰσραήλ. (640, 2098, 818, 2182)
beria-text-2: ΜΟΣΧΑ, 7. (Ῥώυτερ).— Ὁ Λαυρέντι Μπέρια, ἄλλοτε ἀρχηγὸς τῆς μυστικῆς ἀστυνομίας τοῦ Στάλιν, ἀγνοεῖται συστηματικῶς ἀπὸ τὴν νέαν ἔκδοσιν τῆς Σοβιετικῆς Ἐγκυκλοπαιδείας. (640, 1793, 1006, 1877)
cold-headline: ΠΡΩΤΟΦΑΝΕΣ ΨΥΧΟΣ ΕΙΣ ΤΗΝ ΙΣΛΑΝΔΙΑΝ ΚΑΙ ΕΙΣ ΠΕΡΙΟΧΑΣ ΤΗΣ ΤΣΕΧΟΣΛΟΒΑΚΙΑΣ (653, 584, 993, 638)
anniversary-article (640, 959, 1006, 1257)
vietnam-text-1b: ΠΑΡΙΣΙΟΙ, 7. (Ἀσ. Πρές).— Ἀμφότεραι αἱ ἀντιμαχόμεναι παρατάξεις εἰς τὸν πόλεμον τοῦ Βιετνὰμ ἔχουν ἐκφράσει τὴν ἐλπίδα ὅτι θὰ ἐπιτευχθῇ εἰρήνη ἐντὸς τοῦ 1971, ἀλλὰ οἱ λόγοι τῶν ἀντιπροσώπων εἰς τὴν 98ην ἑβδομαδιαίαν ὁλομέλειαν τῶν Παρισίων ὑπῆρξαν δεινότεροι. Κατὰ τὴν πρώτην αὐτὴν συνάντησιν τοῦ νέου ἔτους, ἀμφότεραι αἱ πλευραὶ κατηγόρησαν ἡ μία τὴν ἄλλην ὅτι εὐθύνεται διὰ τὴν παράτασιν τοῦ πολέμου. Ὁ ἀρχηγὸς τῆς ἀντιπροσωπείας τοῦ Βορείου Βιετνὰμ κ. Ξουὰν Θούι ἐδήλωσεν ὅτι αἱ ΗΠΑ ὀφείλουν νὰ ἀποσύρουν ὅλας τὰς δυνάμεις των ἀπὸ τὴν Ἰνδοκίναν. Ὁ πρεσβευτὴς κ. Μπροὺς ἀπήντησεν ὅτι αἱ προτάσεις τῶν Ἡνωμένων Πολιτειῶν παραμένουν ἐπὶ τῆς τραπέζης καὶ ὅτι ὁ πόλεμος θὰ τερματισθῇ ἐὰν ἡ ἄλλη πλευρὰ δεχθῇ σοβαρὰς διαπραγματεύσεις. (72, 303, 438, 653)
cyprus-article (72, 1032, 439, 1708)
anniversary-text-2: ΑΘΗΝΑΙ, 7.— Ὑπὸ τὴν προεδρίαν τοῦ ἀντιπροέδρου τῆς κυβερνήσεως κ. Στυλ. Παττακοῦ συνῆλθεν ἡ ἐπιτροπὴ διὰ τὸν ἑορτασμὸν τῆς 150ετηρίδος τῆς Ἐθνικῆς Παλιγγενεσίας. Ὁ κ. Παττακὸς ἐτόνισεν ὅτι ὁ ἑορτασμὸς οὐδεμίαν αἰχμὴν ἐνέχει πρὸς τὴν γείτονα χώραν. (640, 1030, 818, 1102)
beria-text-3: ΜΟΣΧΑ, 7. (Ῥώυτερ).— Ὁ Λαυρέντι Μπέρια, ἄλλοτε ἀρχηγὸς τῆς μυστικῆς ἀστυνομίας τοῦ Στάλιν, ἀγνοεῖται συστηματικῶς ἀπὸ τὴν νέαν ἔκδοσιν τῆς Σοβιετικῆς Ἐγκυκλοπαιδείας. (828, 1814, 1006, 1866)
egypt-article (1022, 213, 1543, 730)
small-briefs-text-4: ΑΜΜΑΝ, 7. (Ῥώυτερ).— Αἱ Παλαιστινιακαὶ ὀργανώσεις ἀντάρτων ἀντετάχθησαν πρὸς τὴν ἀποστολὴν τοῦ εἰδικοῦ ἀπεσταλμένου τοῦ ΟΗΕ κ. Γκούναρ Γιάρρινγκ. ΑΘΗΝΑΙ, 7.— Ὁ πρεσβευτὴς τῆς Τουρκίας ἐπεσκέφθη τὸν ὑπουργὸν τῶν Ἐξωτερικῶν. ΜΟΣΧΑ, 7.— Νέος πρεσβευτὴς τῆς Σοβιετικῆς Ἑνώσεως εἰς Ἀθήνας διωρίσθη ὁ κ. Βλαδίμηρος Γκοργκάζε. ΣΑΝΤΙΑΓΟ, 7.— Ἡ κυβέρνησις τοῦ Ἀλλιέντε ὑπέβαλε νομοσχέδιον διὰ τὴν σύστασιν λαϊκῶν δικαστηρίων. (1022, 2036, 1191, 2180)
cold-text-1: ΠΡΑΓΑ, 7. (Ῥώυτερ).— Τὸ ψυχρότερον κῦμα τῶν τελευταίων ἐτῶν ἔπληξε τὰς ὀρεινὰς περιοχὰς τῆς Τσεχοσλοβακίας, ὅπου ἡ θερμοκρασία κατῆλθεν εἰς 25 βαθμοὺς Κελσίου ὑπὸ τὸ μηδέν. ΡΕΥΚΙΑΒΙΚ, 7.— Οἱ κάτοικοι τῆς Ἰσλανδίας ἀντιμετωπίζουν πρωτοφανὲς ψῦχος. ΛΟΝΔΙΝΟΝ, 7.— Πυκναὶ χιονοπτώσεις ἐσημειώθησαν εἰς τὴν Ἱσπανίαν καὶ τὴν Ἀνατολικὴν Γερμανίαν. (640, 674, 818, 788)
pompidou-text (72, 2056, 440, 2225)
egypt-headline: ΑΙΓΥΠΤΙΑΚΑ ΒΟΜΒΑΡΔΙΣΤΙΚΑ ΩΣ ΚΑΤΗΓΓΕΙΛΕ ΤΟ ΤΕΛ ΑΒΙΒ ΠΑΡΕΒΙΑΣΑΝ ΤΗΝ ΕΚΕΧΕΙΡΙΑΝ (1030, 50, 1535, 147)
kicker-hume: ΠΡΟΣΕΚΑΘΗ Ο ΧΙΟΥΜ (1354, 983, 1477, 995)
egypt-text-1: ΤΕΛ ΑΒΙΒ, 7. (Ἀσ. Πρέσ).— Στρατιωτικὸς ἐκπρόσωπος ἀνεκοίνωσεν ὅτι αἰγυπτιακὰ ἀεροσκάφη παρεβίασαν τὸν ἰσραηλινὸν ἐναέριον χῶρον κατὰ μῆκος τῆς διώρυγος τοῦ Σουέζ, κατὰ παράβασιν τῆς ἐκεχειρίας. Ὁ ὑπουργὸς Ἀμύνης κ. Μωσὴ Νταγιὰν δήλωσεν εἰς συνέντευξίν του ὅτι δὲν ἀποκλείει τὸ ἐνδεχόμενον νὰ ἐξαπολύσουν αἱ ἀραβικαὶ χῶραι προληπτικὸν πόλεμον. Ἐπίσης ἐπεσήμανεν ὅτι τὸ πυραυλικὸν δίκτυον τῆς Αἰγύπτου ἐπεκτείνεται συνεχῶς πλησίον τῆς διώρυγος. (1022, 213, 1189, 367)
palestinians-text-3: ΑΜΜΑΝ, 7. (Ῥώυτερ).— Αἱ Παλαιστινιακαὶ ὀργανώσεις ἀντάρτων ἀντετάχθησαν πρὸς τὴν ἀποστολὴν τοῦ εἰδικοῦ ἀπεσταλμένου τοῦ ΟΗΕ κ. Γκούναρ Γιάρρινγκ. ΑΘΗΝΑΙ, 7.— Ὁ πρεσβευτὴς τῆς Τουρκίας ἐπεσκέφθη τὸν ὑπουργὸν τῶν Ἐξωτερικῶν. ΜΟΣΧΑ, 7.— Νέος πρεσβευτὴς τῆς Σοβιετικῆς Ἑνώσεως εἰς Ἀθήνας διωρίσθη ὁ κ. Βλαδίμηρος Γκοργκάζε. ΣΑΝΤΙΑΓΟ, 7.— Ἡ κυβέρνησις τοῦ Ἀλλιέντε ὑπέβαλε νομοσχέδιον διὰ τὴν σύστασιν λαϊκῶν δικαστηρίων. (1022, 805, 1543, 1129)
canada-text-1: ΡΑΒΑΛΠΙΝΤΙ, 7. (Ἀσ. Πρέσ).— Ἡ κυβέρνησις τοῦ Πακιστὰν ἐξέφρασε τὴν δυσαρέσκειάν της διότι ὁ Καναδᾶς παρέχει βοήθειαν πρὸς τὴν Ἰνδίαν εἰς τὸν πυρηνικὸν τομέα, ἐνῷ ἀρνεῖται ἀνάλογον βοήθειαν πρὸς τὸ Πακιστάν. (640, 1314, 818, 1376)
korea-article (1208, 1688, 1543, 1797)
beria-headline: ΑΓΝΟΕΙΤΑΙ ΣΥΣΤΗΜΑΤΙΚΩΣ Ο ΛΑΥΡΕΝΤΙ ΜΠΕΡΙΑ ΑΠΟ ΤΗΝ ΣΟΒΙΕΤΙΚΗΝ ΕΓΚΥΚΛΟΠΑΙΔΕΙΑΝ (671, 1749, 975, 1791)
kicker-turkish-ambassador: Ο ΤΟΥΡΚΟΣ ΠΡΕΣΒΥΣ ΕΠΕΣΚΕΦΘΗ ΤΟΝ ΥΠΟΥΡΓΟΝ ΤΩΝ ΕΞΩΤΕΡΙΚΩΝ (1041, 925, 1259, 949)
cyprus-text-4: ΛΕΥΚΩΣΙΑ, 7. (Ἀσ. Πρέσ).— Ὁ διαπραγματευτὴς τῆς ἑλληνοκυπριακῆς κοινότητος κ. Γλαῦκος Κληρίδης ἐδήλωσεν ὅτι πιστεύει πὼς τὸ Κυπριακὸν πρόβλημα θὰ ἐπιλυθῇ ἐντὸς τοῦ 1971. Αἱ ἐνδοκοινοτικαὶ συνομιλίαι μεταξὺ αὐτοῦ καὶ τοῦ κ. Ντενκτὰς συνεχίζονται εἰς κλίμα καλῆς θελήσεως. Ὁ Βρεταννὸς πρωθυπουργὸς κ. Χὴθ, ὁ ὁποῖος ἐπραγματοποίησε σύντομον ἐπίσκεψιν εἰς τὴν νῆσον καθ' ὁδὸν πρὸς τὴν Σιγκαπούρην, συνωμίλησε μετὰ τοῦ προέδρου Μακαρίου ἐπὶ μίαν ὥραν. Κατὰ τὸ πρακτορεῖον Ῥώυτερ, αἱ συνομιλίαι ἀφεώρων τὰς βρεταννικὰς βάσεις καὶ τὴν γενικωτέραν κατάστασιν εἰς τὴν Ἀνατολικὴν Μεσόγειον. Αἱ ἐφημερίδες τῆς Λευκωσίας σχολιάζουν εὐμενῶς τὴν ἐπίσκεψιν. (260, 1165, 440, 1361)
peking-text-1: ΑΓΚΥΡΑ, 7. (Ἡνωμ. Τύπος).— Ὁ ἐκπρόσωπος τοῦ τουρκικοῦ ὑπουργείου τῶν Ἐξωτερικῶν δήλωσεν ὅτι τὸ θέμα τῆς ἀναγνωρίσεως τῆς Λαϊκῆς Κίνας δὲν ἐνέχει χαρακτῆρα ἀμέσου ἐπικαιρότητος διὰ τὴν Τουρκίαν. (1207, 1496, 1371, 1568)
gdansk-text-1: ΣΤΟΚΧΟΛΜΗ, 7. (Ἡνωμ. Τύπος).— Πληροφορίαι φθάνουσαι ἐδῶ ἀναφέρουν ὅτι οἱ ἐργάται τῶν ναυπηγείων τοῦ Δάντσιχ κατῆλθον ἐκ νέου εἰς ἀπεργίαν. ΒΑΡΣΟΒΙΑ, 7.— Ἐκπρόσωπος τῆς πολωνικῆς κυβερνήσεως διέψευσε κατηγορηματικῶς τὴν εἴδησιν. ΒΑΤΙΚΑΝΟΝ, 7.— Δὲν ἀποκλείεται ὁ Πάπας Παῦλος νὰ ἐπισκεφθῇ τὴν Πολωνίαν κατὰ τὸ προσεχὲς ἔτος. (1207, 2025, 1371, 2138)
small-briefs-column (1022, 1456, 1191, 2251)
gdansk-text-2: ΣΤΟΚΧΟΛΜΗ, 7. (Ἡνωμ. Τύπος).— Πληροφορίαι φθάνουσαι ἐδῶ ἀναφέρουν ὅτι οἱ ἐργάται τῶν ναυπηγείων τοῦ Δάντσιχ κατῆλθον ἐκ νέου εἰς ἀπεργίαν. ΒΑΡΣΟΒΙΑ, 7.— Ἐκπρόσωπος τῆς πολωνικῆς κυβερνήσεως διέψευσε κατηγορηματικῶς τὴν εἴδησιν. ΒΑΤΙΚΑΝΟΝ, 7.— Δὲν ἀποκλείεται ὁ Πάπας Παῦλος νὰ ἐπισκεφθῇ τὴν Πολωνίαν κατὰ τὸ προσεχὲς ἔτος. (1207, 2025, 1544, 2221)
kicker-italian-strike: 24ΩΡΟΣ ΑΠΕΡΓΙΑ ΤΩΝ ΙΤΑΛΩΝ ΝΑΥΤΕΡΓΑΤΩΝ (469, 1038, 611, 1065)
foreign-aid-text-1: ΣΑΝ ΚΛΕΜΕΝΤΕ, Καλιφόρνια, 7.— Ὁ πρόεδρος Νίξον ὑπέγραψε τὸ νομοσχέδιον διὰ τοῦ ὁποίου παρέχεται πρόσθετος ἐξωτερικὴ βοήθεια ὕψους 500 ἑκατομμυρίων δολλαρίων, περιλαμβανομένης στρατιωτικῆς βοηθείας πρὸς τὴν Καμπότζην καὶ τὸ Ἰσραήλ. (640, 2017, 818, 2099)
canada-text-3: ΡΑΒΑΛΠΙΝΤΙ, 7. (Ἀσ. Πρέσ).— Ἡ κυβέρνησις τοῦ Πακιστὰν ἐξέφρασε τὴν δυσαρέσκειάν της διότι ὁ Καναδᾶς παρέχει βοήθειαν πρὸς τὴν Ἰνδίαν εἰς τὸν πυρηνικὸν τομέα, ἐνῷ ἀρνεῖται ἀνάλογον βοήθειαν πρὸς τὸ Πακιστάν. (828, 1344, 1006, 1407)
small-briefs-text-2: ΑΜΜΑΝ, 7. (Ῥώυτερ).— Αἱ Παλαιστινιακαὶ ὀργανώσεις ἀντάρτων ἀντετάχθησαν πρὸς τὴν ἀποστολὴν τοῦ εἰδικοῦ ἀπεσταλμένου τοῦ ΟΗΕ κ. Γκούναρ Γιάρρινγκ. ΑΘΗΝΑΙ, 7.— Ὁ πρεσβευτὴς τῆς Τουρκίας ἐπεσκέφθη τὸν ὑπουργὸν τῶν Ἐξωτερικῶν. ΜΟΣΧΑ, 7.— Νέος πρεσβευτὴς τῆς Σοβιετικῆς Ἑνώσεως εἰς Ἀθήνας διωρίσθη ὁ κ. Βλαδίμηρος Γκοργκάζε. ΣΑΝΤΙΑΓΟ, 7.— Ἡ κυβέρνησις τοῦ Ἀλλιέντε ὑπέβαλε νομοσχέδιον διὰ τὴν σύστασιν λαϊκῶν δικαστηρίων. (1022, 1665, 1191, 1809)
soviet-text-3: ΝΕΑ ΥΟΡΚΗ, 7. (Ἀσ. Πρέσ).— Αἱ πολιτικαὶ ἀντιστασιακαὶ ὁμάδες πολλαπλασιάζονται εἰς τὴν Σοβιετικὴν Ἕνωσιν καὶ οἱ στρατιωτικοὶ ἔχουν συγκεντρώσει μεγάλην δύναμιν, ἀναφέρει μελέτη δημοσιευθεῖσα εἰς τὸ περιοδικὸν «Προβλήματα τοῦ Κομμουνισμοῦ». Σύμφωνα μὲ τὴν μελέτην, οἱ στρατιωτικοὶ θὰ ὑπερισχύσουν τῶν πολιτικῶν κατὰ τὴν προσεχῆ δεκαετίαν. (828, 324, 1006, 438)
kicker-zambia: Η ΖΑΜΒΙΑ ΠΡΟΒΑΛΛΕΙ ΔΙΑΧΥΣΙΝ ΤΗΣ ΚΟΙΝΟΠΟΛΙΤΕΙΑΣ (477, 1398, 603, 1434)
small-briefs-text-3: ΑΜΜΑΝ, 7. (Ῥώυτερ).— Αἱ Παλαιστινιακαὶ ὀργανώσεις ἀντάρτων ἀντετάχθησαν πρὸς τὴν ἀποστολὴν τοῦ εἰδικοῦ ἀπεσταλμένου τοῦ ΟΗΕ κ. Γκούναρ Γιάρρινγκ. ΑΘΗΝΑΙ, 7.— Ὁ πρεσβευτὴς τῆς Τουρκίας ἐπεσκέφθη τὸν ὑπουργὸν τῶν Ἐξωτερικῶν. ΜΟΣΧΑ, 7.— Νέος πρεσβευτὴς τῆς Σοβιετικῆς Ἑνώσεως εἰς Ἀθήνας διωρίσθη ὁ κ. Βλαδίμηρος Γκοργκάζε. ΣΑΝΤΙΑΓΟ, 7.— Ἡ κυβέρνησις τοῦ Ἀλλιέντε ὑπέβαλε νομοσχέδιον διὰ τὴν σύστασιν λαϊκῶν δικαστηρίων. (1022, 1841, 1191, 1986)
kicker-eec: ΔΙΑΣΚΕΨΙΣ ΥΠΟΥΡΓΩΝ ΤΩΝ ΧΩΡΩΝ ΤΗΣ ΕΟΚ (1030, 1991, 1182, 2015)
foreign-aid-text-4: ΣΑΝ ΚΛΕΜΕΝΤΕ, Καλιφόρνια, 7.— Ὁ πρόεδρος Νίξον ὑπέγραψε τὸ νομοσχέδιον διὰ τοῦ ὁποίου παρέχεται πρόσθετος ἐξωτερικὴ βοήθεια ὕψους 500 ἑκατομμυρίων δολλαρίων, περιλαμβανομένης στρατιωτικῆς βοηθείας πρὸς τὴν Καμπότζην καὶ τὸ Ἰσραήλ. (828, 2098, 1006, 2182)
kicker-continued-right: ΣΥΝΕΧΕΙΑ ΕΚ ΤΗΣ 1ΗΣ ΣΕΛ. (1073, 811, 1227, 823)
right-lower-section (1022, 1456, 1543, 2323)
gdansk-subhead: Ἀλλὰ διαψεύδει τὴν εἴδησιν κατηγορηματικῶς ἡ Βαρσοβία.— Ὁ πάπας πιθανὸν νὰ μεταβῇ εἰς Πολωνίαν.— (1224, 1956, 1527, 2022)
vietnam-article (72, 304, 624, 861)
vietnam-text-1: ΠΑΡΙΣΙΟΙ, 7. (Ἀσ. Πρές).— Ἀμφότεραι αἱ ἀντιμαχόμεναι παρατάξεις εἰς τὸν πόλεμον τοῦ Βιετνὰμ ἔχουν ἐκφράσει τὴν ἐλπίδα ὅτι θὰ ἐπιτευχθῇ εἰρήνη ἐντὸς τοῦ 1971, ἀλλὰ οἱ λόγοι τῶν ἀντιπροσώπων εἰς τὴν 98ην ἑβδομαδιαίαν ὁλομέλειαν τῶν Παρισίων ὑπῆρξαν δεινότεροι. Κατὰ τὴν πρώτην αὐτὴν συνάντησιν τοῦ νέου ἔτους, ἀμφότεραι αἱ πλευραὶ κατηγόρησαν ἡ μία τὴν ἄλλην ὅτι εὐθύνεται διὰ τὴν παράτασιν τοῦ πολέμου. Ὁ ἀρχηγὸς τῆς ἀντιπροσωπείας τοῦ Βορείου Βιετνὰμ κ. Ξουὰν Θούι ἐδήλωσεν ὅτι αἱ ΗΠΑ ὀφείλουν νὰ ἀποσύρουν ὅλας τὰς δυνάμεις των ἀπὸ τὴν Ἰνδοκίναν. Ὁ πρεσβευτὴς κ. Μπροὺς ἀπήντησεν ὅτι αἱ προτάσεις τῶν Ἡνωμένων Πολιτειῶν παραμένουν ἐπὶ τῆς τραπέζης καὶ ὅτι ὁ πόλεμος θὰ τερματισθῇ ἐὰν ἡ ἄλλη πλευρὰ δεχθῇ σοβαρὰς διαπραγματεύσεις. (72, 303, 250, 530)
nixon-california-headline: Ο ΝΙΞΟΝ ΜΕΤΕΒΗ ΕΙΣ ΤΗΝ ΚΑΛΙΦΟΡΝΙΑΝ ΚΑΤΟΠΙΝ ΤΗΣ ΣΥΣΤΑΣΕΩΣ ΤΟΥ ΙΑΤΡΟΥ ΤΟΥ (78, 1727, 434, 1758)
vietnam-text-3: ΠΑΡΙΣΙΟΙ, 7. (Ἀσ. Πρές).— Ἀμφότεραι αἱ ἀντιμαχόμεναι παρατάξεις εἰς τὸν πόλεμον τοῦ Βιετνὰμ ἔχουν ἐκφράσει τὴν ἐλπίδα ὅτι θὰ ἐπιτευχθῇ εἰρήνη ἐντὸς τοῦ 1971, ἀλλὰ οἱ λόγοι τῶν ἀντιπροσώπων εἰς τὴν 98ην ἑβδομαδιαίαν ὁλομέλειαν τῶν Παρισίων ὑπῆρξαν δεινότεροι. Κατὰ τὴν πρώτην αὐτὴν συνάντησιν τοῦ νέου ἔτους, ἀμφότεραι αἱ πλευραὶ κατηγόρησαν ἡ μία τὴν ἄλλην ὅτι εὐθύνεται διὰ τὴν παράτασιν τοῦ πολέμου. Ὁ ἀρχηγὸς τῆς ἀντιπροσωπείας τοῦ Βορείου Βιετνὰμ κ. Ξουὰν Θούι ἐδήλωσεν ὅτι αἱ ΗΠΑ ὀφείλουν νὰ ἀποσύρουν ὅλας τὰς δυνάμεις των ἀπὸ τὴν Ἰνδοκίναν. Ὁ πρεσβευτὴς κ. Μπροὺς ἀπήντησεν ὅτι αἱ προτάσεις τῶν Ἡνωμένων Πολιτειῶν παραμένουν ἐπὶ τῆς τραπέζης καὶ ὅτι ὁ πόλεμος θὰ τερματισθῇ ἐὰν ἡ ἄλλη πλευρὰ δεχθῇ σοβαρὰς διαπραγματεύσεις. (446, 428, 624, 653)
soviet-subhead: ΟΙ ΣΤΡΑΤΙΩΤΙΚΟΙ ΣΥΝΕΚΕΝΤΡΩΣΑΝ ΜΕΓΑΛΗΝ ΔΥΝΑΜΙΝ ΚΑΙ ΘΑ ΥΠΕΡΙΣΧΥΣΟΥΝ ΤΩΝ ΠΟΛΙΤΙΚΩΝ (669, 216, 977, 270)
briefs-text-1: ΒΕΛΙΓΡΑΔΙΟΝ, 7.— Ὁ πρόεδρος τῆς Γιουγκοσλαβίας στρατάρχης Τίτο ἐδέχθη εἰς ἀκρόασιν τὸν Πέρσην ὑπουργὸν τῶν Ἐξωτερικῶν κ. Ζαχέντι. ΛΟΥΣΑΚΑ, 7.— Ὁ πρόεδρος τῆς Ζάμβιας κ. Καούντα προειδοποίησεν ὅτι ἡ Κοινοπολιτεία ἐνδέχεται νὰ διαλυθῇ ἐὰν ἡ Βρεταννία πωλήσῃ ὅπλα εἰς τὴν Νότιον Ἀφρικήν. ΛΟΝΔΙΝΟΝ, 7.— Ὁ ρυθμὸς ἀναπτύξεως τῶν χωρῶν τοῦ Ἀτλαντικοῦ παρουσιάζει καθυστέρησιν κατὰ τὸ παρελθὸν ἔτος. ΣΙΓΚΑΠΟΥΡΗ, 7.— Δύο βόμβαι ἐξερράγησαν πλησίον τοῦ κτιρίου ὅπου θὰ συνέλθῃ ἡ διάσκεψις τῆς Κοινοπολιτείας. ΠΑΡΙΣΙΟΙ, 7.— Τρεῖς Γάλλοι σπηλαιολόγοι εὑρέθησαν νεκροὶ εἰς σπήλαιον τῶν Πυρηναίων. (455, 1191, 625, 1386)
warsaw-headline: ΠΕΝΤΕ ΝΕΑΡΟΙ ΔΙΚΑΖΟΝΤΑΙ ΕΙΣ ΒΑΡΣΟΒΙΑΝ ΜΕ ΤΗΝ ΚΑΤΗΓΟΡΙΑΝ ΤΗΣ ΑΕΡΟΠΕΙΡΑΤΕΙΑΣ (641, 1565, 1005, 1594)
kicker-missile-network: ΤΟ ΠΥΡΑΥΛΙΚΟΝ ΔΙΚΤΥΟΝ (1209, 331, 1356, 343)
